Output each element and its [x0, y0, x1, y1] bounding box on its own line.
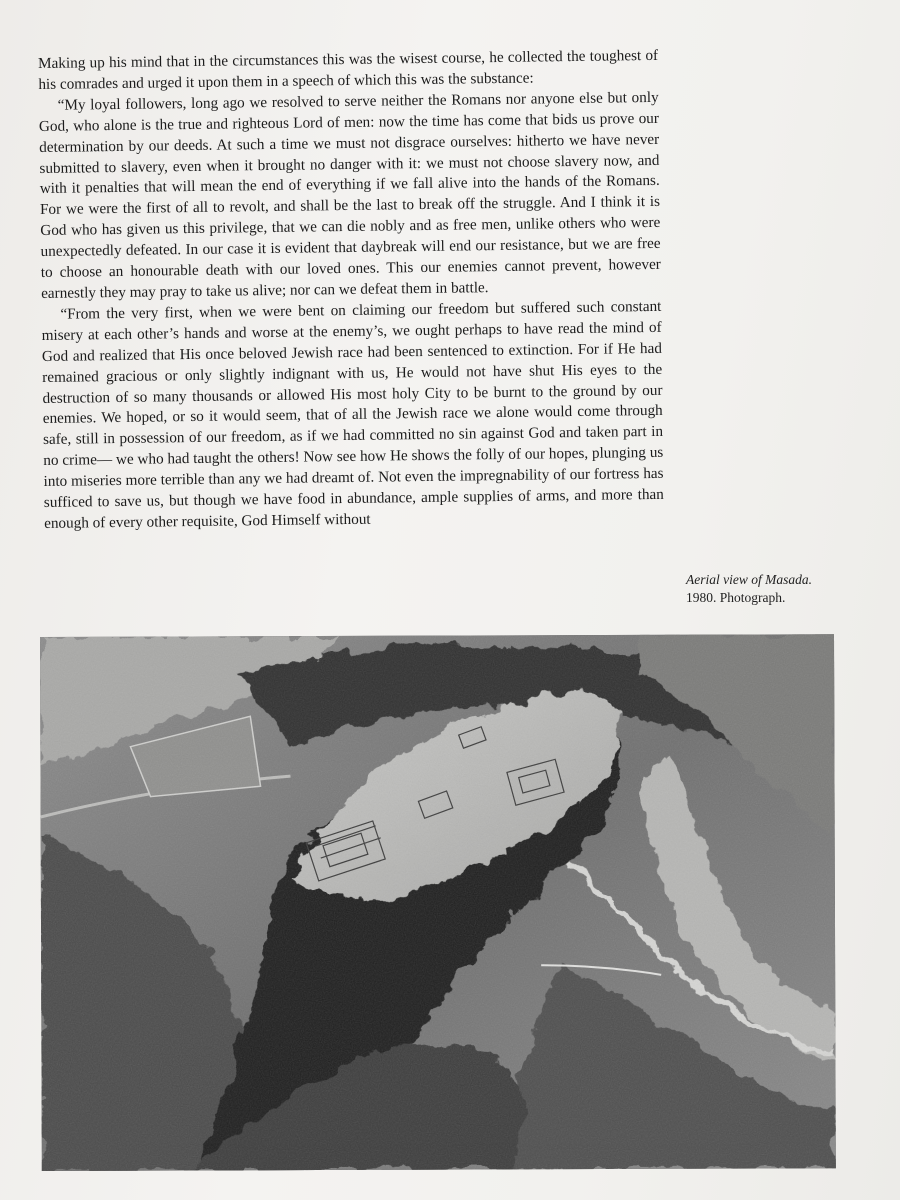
masada-aerial-image — [40, 634, 836, 1171]
paragraph-3: “From the very first, when we were bent on claiming our freedom but suffered such constant misery at each other’s hands and worse at the enemy’s, we ought perhaps to have read the mind of God and realized that His once beloved Jewish race had been sentenced to extinction. For if He had remained gracious or only slightly indignant with us, He would not have shut His eyes to the destruction of so many thousands or allowed His most holy City to be burnt to the ground by our enemies. We hoped, or so it would seem, that of all the Jewish race we alone would come through safe, still in possession of our freedom, as if we had committed no sin against God and taken part in no crime— we who had taught the others! Now see how He shows the folly of our hopes, plunging us into miseries more terrible than any we had dreamt of. Not even the impregnability of our fortress has sufficed to save us, but though we have food in abundance, ample supplies of arms, and more than enough of every other requisite, God Himself without — [41, 297, 664, 532]
paragraph-1: Making up his mind that in the circumstances this was the wisest course, he collected the toughest of his comrades and urged it upon them in a speech of which this was the substance: — [38, 46, 659, 93]
aerial-photograph — [40, 634, 836, 1171]
body-text — [38, 46, 664, 535]
figure-caption — [686, 571, 866, 607]
caption-title: Aerial view of Masada. — [686, 572, 812, 587]
caption-detail: 1980. Photograph. — [686, 590, 786, 605]
paragraph-2: “My loyal followers, long ago we resolved to serve neither the Romans nor anyone else but only God, who alone is the true and righteous Lord of men: now the time has come that bids us prove our determination by our deeds. At such a time we must not disgrace ourselves: hitherto we have never submitted to slavery, even when it brought no danger with it: we must not choose slavery now, and with it penalties that will mean the end of everything if we fall alive into the hands of the Romans. For we were the first of all to revolt, and shall be the last to break off the struggle. And I think it is God who has given us this privilege, that we can die nobly and as free men, unlike others who were unexpectedly defeated. In our case it is evident that daybreak will end our resistance, but we are free to choose an honourable death with our loved ones. This our enemies cannot prevent, however earnestly they may pray to take us alive; nor can we defeat them in battle. — [38, 88, 661, 302]
